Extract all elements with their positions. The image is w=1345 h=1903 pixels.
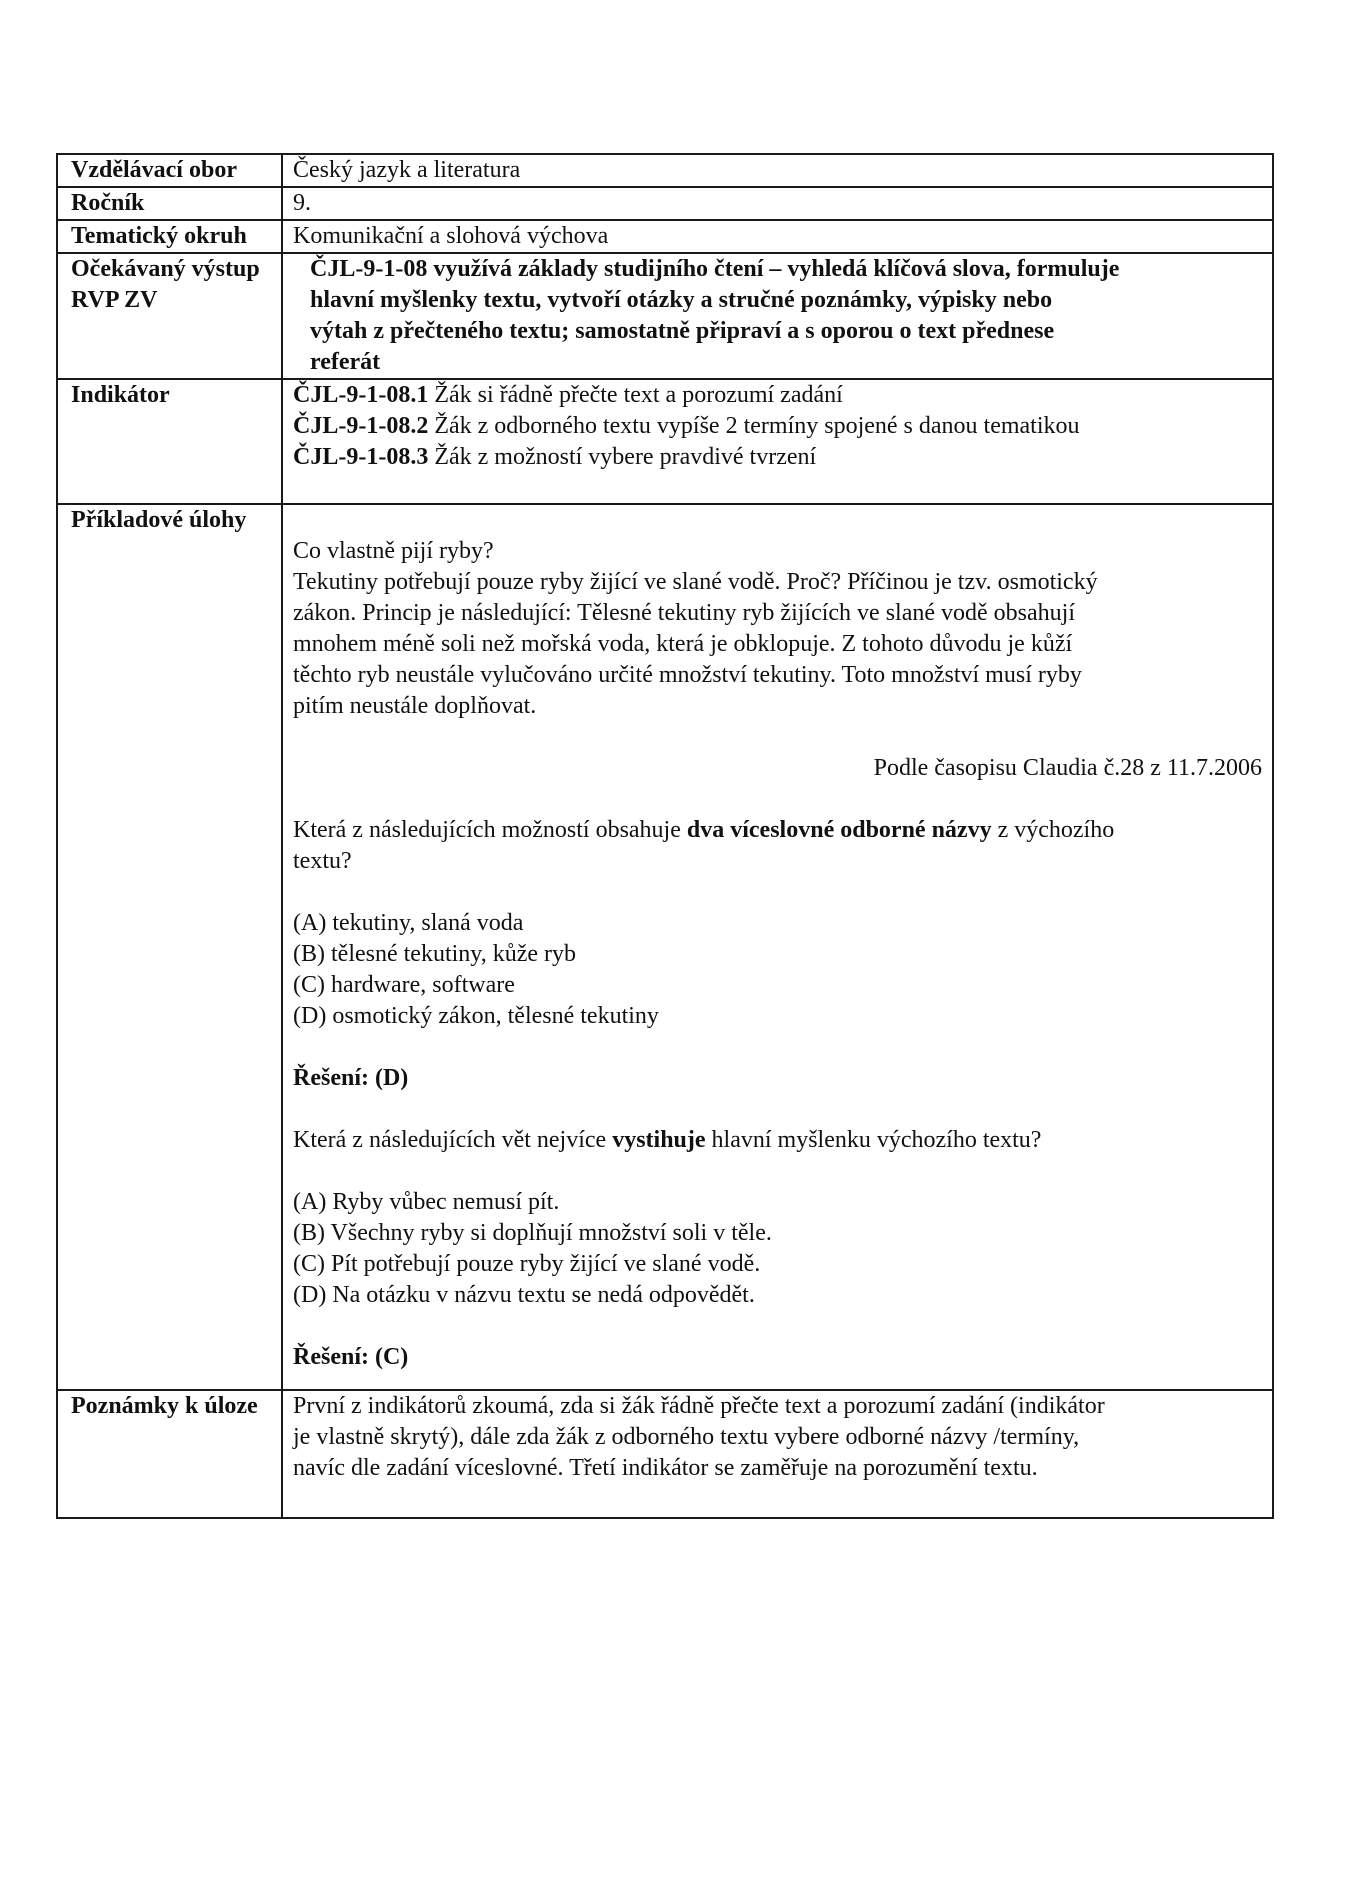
poznamky-line: První z indikátorů zkoumá, zda si žák řádně přečte text a porozumí zadání (indikátor <box>293 1393 1105 1419</box>
indikator-item <box>293 411 1262 442</box>
vystup-line: ČJL-9-1-08 využívá základy studijního čtení – vyhledá klíčová slova, formuluje <box>310 256 1120 282</box>
q2-option: (D) Na otázku v názvu textu se nedá odpovědět. <box>293 1282 755 1308</box>
indikator-text: Žák si řádně přečte text a porozumí zadání <box>428 382 843 408</box>
row-poznamky <box>57 1390 1273 1518</box>
value-ulohy <box>282 504 1273 1390</box>
article-line: těchto ryb neustále vylučováno určité množství tekutiny. Toto množství musí ryby <box>293 662 1082 688</box>
label-indikator: Indikátor <box>57 379 282 504</box>
question-2-pre: Která z následujících vět nejvíce <box>293 1127 613 1153</box>
row-rocnik <box>57 187 1273 220</box>
question-2-emphasis: vystihuje <box>612 1127 706 1153</box>
row-okruh <box>57 220 1273 253</box>
label-poznamky: Poznámky k úloze <box>57 1390 282 1518</box>
row-obor <box>57 154 1273 187</box>
poznamky-line: je vlastně skrytý), dále zda žák z odborného textu vybere odborné názvy /termíny, <box>293 1424 1080 1450</box>
label-vystup: Očekávaný výstup RVP ZV <box>57 253 282 379</box>
indikator-code: ČJL-9-1-08.2 <box>293 413 429 439</box>
row-vystup <box>57 253 1273 379</box>
indikator-text: Žák z odborného textu vypíše 2 termíny spojené s danou tematikou <box>428 413 1080 439</box>
value-okruh: Komunikační a slohová výchova <box>282 220 1273 253</box>
indikator-item <box>293 380 1262 411</box>
row-indikator <box>57 379 1273 504</box>
q2-option: (B) Všechny ryby si doplňují množství soli v těle. <box>293 1220 772 1246</box>
q1-option: (B) tělesné tekutiny, kůže ryb <box>293 941 577 967</box>
question-1-post: z výchozího <box>991 817 1115 843</box>
row-ulohy <box>57 504 1273 1390</box>
question-1-emphasis: dva víceslovné odborné názvy <box>686 817 992 843</box>
q1-solution: Řešení: (D) <box>293 1065 409 1091</box>
value-poznamky <box>282 1390 1273 1518</box>
question-1-pre: Která z následujících možností obsahuje <box>293 817 687 843</box>
q2-option: (A) Ryby vůbec nemusí pít. <box>293 1189 560 1215</box>
question-2-post: hlavní myšlenku výchozího textu? <box>705 1127 1042 1153</box>
value-rocnik: 9. <box>282 187 1273 220</box>
vystup-line: výtah z přečteného textu; samostatně připraví a s oporou o text přednese <box>310 318 1055 344</box>
article-line: pitím neustále doplňovat. <box>293 693 537 719</box>
label-rocnik: Ročník <box>57 187 282 220</box>
q1-option: (A) tekutiny, slaná voda <box>293 910 524 936</box>
article-line: mnohem méně soli než mořská voda, která je obklopuje. Z tohoto důvodu je kůží <box>293 631 1073 657</box>
q1-option: (C) hardware, software <box>293 972 515 998</box>
indikator-code: ČJL-9-1-08.3 <box>293 444 429 470</box>
question-2 <box>293 1125 1262 1156</box>
value-vystup <box>282 253 1273 379</box>
question-1-line2: textu? <box>293 848 352 874</box>
q2-option: (C) Pít potřebují pouze ryby žijící ve slané vodě. <box>293 1251 761 1277</box>
article-line: Tekutiny potřebují pouze ryby žijící ve slané vodě. Proč? Příčinou je tzv. osmotický <box>293 569 1098 595</box>
article-source: Podle časopisu Claudia č.28 z 11.7.2006 <box>873 755 1262 781</box>
document-table <box>56 153 1274 1519</box>
poznamky-line: navíc dle zadání víceslovné. Třetí indikátor se zaměřuje na porozumění textu. <box>293 1455 1038 1481</box>
vystup-line: referát <box>310 349 381 375</box>
indikator-code: ČJL-9-1-08.1 <box>293 382 429 408</box>
label-obor: Vzdělávací obor <box>57 154 282 187</box>
vystup-line: hlavní myšlenky textu, vytvoří otázky a stručné poznámky, výpisky nebo <box>310 287 1053 313</box>
value-indikator <box>282 379 1273 504</box>
indikator-item <box>293 442 1262 473</box>
q2-solution: Řešení: (C) <box>293 1344 409 1370</box>
label-okruh: Tematický okruh <box>57 220 282 253</box>
q1-option: (D) osmotický zákon, tělesné tekutiny <box>293 1003 659 1029</box>
label-ulohy: Příkladové úlohy <box>57 504 282 1390</box>
value-obor: Český jazyk a literatura <box>282 154 1273 187</box>
article-line: zákon. Princip je následující: Tělesné tekutiny ryb žijících ve slané vodě obsahují <box>293 600 1076 626</box>
article-title: Co vlastně pijí ryby? <box>293 538 494 564</box>
question-1 <box>293 815 1262 846</box>
indikator-text: Žák z možností vybere pravdivé tvrzení <box>428 444 817 470</box>
